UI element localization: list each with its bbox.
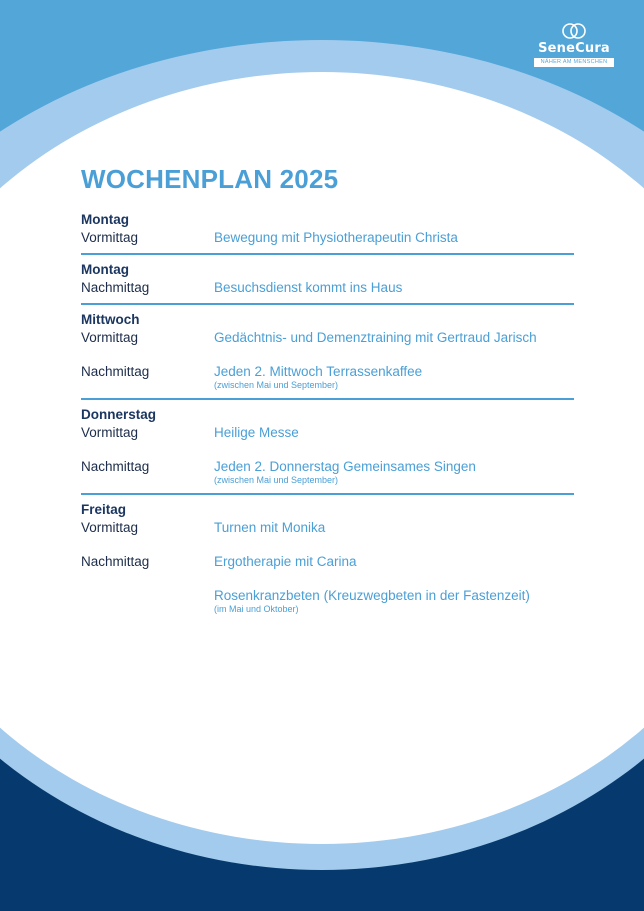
logo-wordmark: SeneCura	[538, 41, 610, 56]
schedule-row	[81, 553, 574, 570]
activity-cell	[214, 587, 574, 615]
activity-text: Gedächtnis- und Demenztraining mit Gertraud Jarisch	[214, 330, 537, 345]
day-name: Montag	[81, 262, 129, 277]
schedule-row	[81, 519, 574, 536]
activity-cell	[214, 363, 574, 391]
day-block-montag-nachmittag	[81, 262, 574, 305]
schedule-row	[81, 229, 574, 246]
activity-text: Jeden 2. Donnerstag Gemeinsames Singen	[214, 459, 476, 474]
period-label: Vormittag	[81, 425, 139, 440]
schedule-row	[81, 587, 574, 615]
period-label	[81, 587, 214, 615]
period-label: Vormittag	[81, 330, 139, 345]
day-name: Freitag	[81, 502, 127, 517]
activity-cell	[214, 458, 574, 486]
logo-tagline: NÄHER AM MENSCHEN	[540, 59, 608, 65]
senecura-logo-icon	[533, 20, 615, 42]
activity-note: (zwischen Mai und September)	[214, 475, 339, 485]
period-label: Vormittag	[81, 520, 139, 535]
activity-text: Rosenkranzbeten (Kreuzwegbeten in der Fastenzeit)	[214, 588, 530, 603]
schedule-row	[81, 279, 574, 296]
day-name: Mittwoch	[81, 312, 140, 327]
schedule-row	[81, 424, 574, 441]
activity-note: (zwischen Mai und September)	[214, 380, 339, 390]
period-label: Nachmittag	[81, 459, 150, 474]
schedule-row	[81, 363, 574, 391]
day-block-donnerstag	[81, 407, 574, 495]
day-name: Montag	[81, 212, 129, 227]
activity-text: Heilige Messe	[214, 425, 299, 440]
schedule-row	[81, 458, 574, 486]
weekly-schedule	[81, 212, 574, 629]
day-block-freitag	[81, 502, 574, 622]
activity-text: Jeden 2. Mittwoch Terrassenkaffee	[214, 364, 423, 379]
period-label: Nachmittag	[81, 364, 150, 379]
period-label: Nachmittag	[81, 280, 150, 295]
activity-text: Turnen mit Monika	[214, 520, 326, 535]
activity-text: Bewegung mit Physiotherapeutin Christa	[214, 230, 458, 245]
day-name: Donnerstag	[81, 407, 157, 422]
activity-text: Ergotherapie mit Carina	[214, 554, 357, 569]
page-title: WOCHENPLAN 2025	[81, 164, 339, 194]
activity-text: Besuchsdienst kommt ins Haus	[214, 280, 403, 295]
activity-note: (im Mai und Oktober)	[214, 604, 299, 614]
period-label: Nachmittag	[81, 554, 150, 569]
logo-tagline-bar	[534, 58, 614, 67]
day-block-montag-vormittag	[81, 212, 574, 255]
senecura-logo	[533, 20, 615, 66]
day-block-mittwoch	[81, 312, 574, 400]
period-label: Vormittag	[81, 230, 139, 245]
schedule-row	[81, 329, 574, 346]
